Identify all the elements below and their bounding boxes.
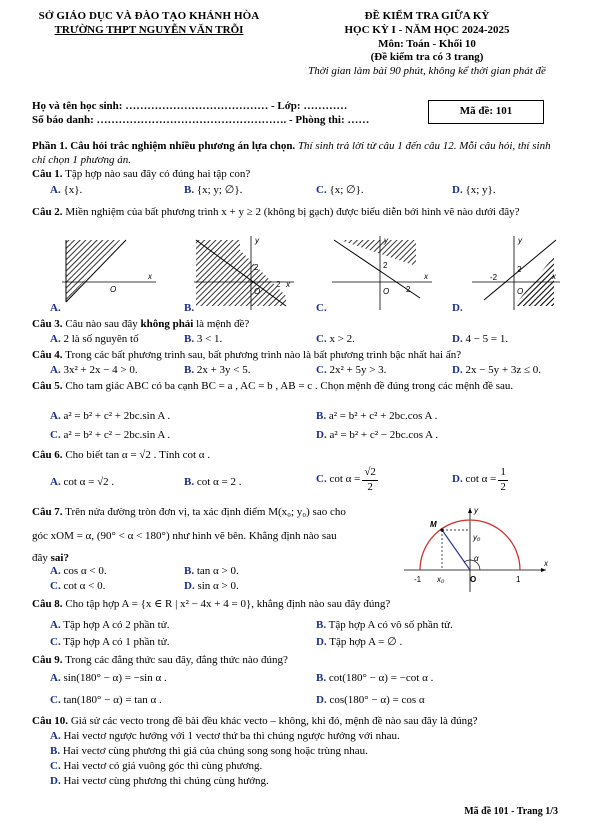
- header-left: [14, 10, 284, 38]
- option-letter: C.: [316, 333, 327, 345]
- option-letter: C.: [316, 184, 327, 196]
- q4-option-d[interactable]: [452, 364, 541, 378]
- question-9: [32, 654, 562, 668]
- axis-y-label: y: [474, 506, 478, 515]
- option-letter: D.: [184, 580, 195, 592]
- q5-option-c[interactable]: [50, 429, 170, 443]
- question-number: Câu 1.: [32, 168, 63, 180]
- option-letter: D.: [452, 473, 463, 486]
- q10-option-d[interactable]: [50, 775, 269, 789]
- question-text: Giả sử các vecto trong đề bài đều khác vecto – không, khi đó, mệnh đề nào sau đây là đúng?: [68, 715, 478, 727]
- option-letter: B.: [316, 672, 327, 684]
- option-letter: A.: [50, 364, 61, 376]
- student-id-line: Số báo danh: ……………………………………………. - Phòng thi: ……: [32, 113, 370, 126]
- question-text: Tập hợp nào sau đây có đúng hai tập con?: [62, 168, 251, 180]
- fraction-denominator: 2: [500, 480, 506, 493]
- q8-option-c[interactable]: [50, 636, 169, 650]
- question-text: góc xOM = α, (90° < α < 180°) như hình vẽ bên. Khẳng định nào sau: [32, 529, 337, 542]
- option-letter: A.: [50, 565, 61, 577]
- q7-option-b[interactable]: [184, 565, 239, 579]
- option-letter: C.: [50, 429, 61, 441]
- option-text: sin(180° − α) = −sin α .: [63, 672, 167, 684]
- q7-option-a[interactable]: [50, 565, 107, 579]
- q9-option-c[interactable]: [50, 694, 162, 708]
- graph-b[interactable]: [194, 236, 294, 310]
- axis-y-label: y: [384, 236, 388, 245]
- option-letter: A.: [50, 184, 61, 196]
- page-footer: Mã đề 101 - Trang 1/3: [464, 806, 558, 817]
- exam-term: HỌC KỲ I - NĂM HỌC 2024-2025: [344, 23, 510, 36]
- option-letter: B.: [184, 302, 195, 314]
- question-text: Miền nghiệm của bất phương trình x + y ≥ 2 (không bị gạch) được biểu diễn bởi hình vẽ nào dưới đây?: [62, 206, 520, 218]
- q2-graphs: [44, 236, 564, 316]
- q3-option-a[interactable]: [50, 333, 139, 347]
- tick-label: -2: [490, 273, 498, 282]
- option-text: cot α =: [465, 473, 497, 486]
- question-3: [32, 318, 562, 332]
- option-letter: C.: [316, 302, 327, 314]
- option-text: cot(180° − α) = −cot α .: [328, 672, 434, 684]
- q4-option-c[interactable]: [316, 364, 386, 378]
- exam-time: Thời gian làm bài 90 phút, không kể thời gian phát đề: [308, 65, 546, 77]
- option-letter: C.: [316, 473, 327, 486]
- question-number: Câu 6.: [32, 449, 63, 461]
- option-text: 2 là số nguyên tố: [63, 333, 139, 345]
- x0-label: x₀: [437, 575, 445, 584]
- exam-title: ĐỀ KIỂM TRA GIỮA KỲ: [364, 10, 490, 22]
- option-text: a² = b² + c² − 2bc.sin A .: [63, 429, 171, 441]
- option-letter: C.: [50, 580, 61, 592]
- question-number: Câu 9.: [32, 654, 63, 666]
- question-number: Câu 4.: [32, 349, 63, 361]
- q9-option-b[interactable]: [316, 672, 433, 686]
- q7-option-d[interactable]: [184, 580, 239, 594]
- q3-option-d[interactable]: [452, 333, 508, 347]
- section-1-title: Phần 1. Câu hỏi trắc nghiệm nhiều phương án lựa chọn.: [32, 140, 296, 152]
- option-letter: A.: [50, 672, 61, 684]
- question-text: Cho tập hợp A = {x ∈ R | x² − 4x + 4 = 0}, khẳng định nào sau đây đúng?: [62, 598, 391, 610]
- option-letter: D.: [50, 775, 61, 787]
- option-letter: A.: [50, 619, 61, 631]
- q5-option-b[interactable]: [316, 410, 437, 424]
- option-letter: D.: [452, 333, 463, 345]
- question-text: Trong các đẳng thức sau đây, đẳng thức nào đúng?: [62, 654, 288, 666]
- option-text: {x; y; ∅}.: [196, 184, 243, 196]
- option-text: 3 < 1.: [196, 333, 223, 345]
- option-text: Hai vectơ có giá vuông góc thì cùng phương.: [63, 760, 263, 772]
- question-text: Câu nào sau đây: [62, 318, 141, 330]
- option-text: 3x² + 2x − 4 > 0.: [63, 364, 138, 376]
- option-letter: B.: [184, 333, 195, 345]
- origin-label: O: [110, 285, 117, 294]
- option-letter: B.: [184, 184, 195, 196]
- option-text: {x; y}.: [465, 184, 496, 196]
- q2-option-a[interactable]: [50, 302, 61, 316]
- question-4: [32, 349, 562, 363]
- tick-label: 2: [406, 285, 411, 294]
- option-text: 2x + 3y < 5.: [196, 364, 251, 376]
- question-number: Câu 5.: [32, 380, 63, 392]
- option-letter: D.: [452, 184, 463, 196]
- question-2: [32, 206, 562, 220]
- q2-option-b[interactable]: [184, 302, 194, 316]
- axis-x-label: x: [544, 559, 548, 568]
- q6-option-c[interactable]: [316, 466, 378, 495]
- option-text: Tập hợp A = ∅ .: [329, 636, 403, 648]
- q10-option-c[interactable]: [50, 760, 262, 774]
- axis-y-label: y: [518, 236, 522, 245]
- q1-option-a[interactable]: [50, 184, 82, 198]
- question-number: Câu 2.: [32, 206, 63, 218]
- exam-code-box: [428, 100, 544, 124]
- option-letter: B.: [316, 619, 327, 631]
- fraction-denominator: 2: [367, 480, 373, 493]
- graph-c[interactable]: [332, 236, 432, 310]
- graph-a[interactable]: [62, 240, 156, 302]
- origin-label: O: [517, 287, 524, 296]
- question-5: [32, 380, 562, 394]
- question-6: [32, 449, 562, 463]
- option-letter: D.: [452, 302, 463, 314]
- q4-option-a[interactable]: [50, 364, 138, 378]
- question-1: [32, 168, 562, 182]
- fraction-numerator: 1: [498, 466, 508, 481]
- question-7: [32, 506, 392, 565]
- option-letter: A.: [50, 333, 61, 345]
- question-number: Câu 10.: [32, 715, 69, 727]
- option-letter: A.: [50, 476, 61, 488]
- option-text: 2x² + 5y > 3.: [329, 364, 387, 376]
- section-1-instructions: Thí sinh trả lời từ câu 1 đến câu 12. Mỗi câu hỏi, thí sinh chỉ chọn 1 phương án.: [32, 140, 551, 166]
- option-text: {x}.: [63, 184, 83, 196]
- tick-label: 2: [517, 265, 522, 274]
- q3-option-b[interactable]: [184, 333, 222, 347]
- option-letter: D.: [316, 636, 327, 648]
- tick-label: 2: [276, 280, 281, 289]
- question-number: Câu 7.: [32, 506, 63, 518]
- fraction: [362, 466, 378, 495]
- q5-option-d[interactable]: [316, 429, 438, 443]
- question-text: là mệnh đề?: [193, 318, 250, 330]
- option-text: a² = b² + c² − 2bc.cos A .: [329, 429, 438, 441]
- q4-option-b[interactable]: [184, 364, 251, 378]
- q8-option-d[interactable]: [316, 636, 402, 650]
- option-text: Tập hợp A có 2 phần tử.: [63, 619, 170, 631]
- question-emphasis: không phải: [140, 318, 194, 330]
- option-letter: B.: [184, 364, 195, 376]
- q6-option-a[interactable]: [50, 476, 114, 490]
- option-letter: D.: [316, 429, 327, 441]
- tick-label: 1: [516, 575, 521, 584]
- tick-label: 2: [254, 263, 259, 272]
- q1-option-d[interactable]: [452, 184, 496, 198]
- exam-subject: Môn: Toán - Khối 10: [378, 37, 476, 50]
- option-letter: C.: [316, 364, 327, 376]
- option-text: tan α > 0.: [196, 565, 239, 577]
- option-text: sin α > 0.: [197, 580, 239, 592]
- option-letter: D.: [316, 694, 327, 706]
- option-text: Tập hợp A có 1 phần tử.: [63, 636, 170, 648]
- option-text: 2x − 5y + 3z ≤ 0.: [465, 364, 542, 376]
- exam-pages: (Đề kiểm tra có 3 trang): [370, 51, 484, 64]
- exam-code: Mã đề: 101: [459, 105, 513, 118]
- q1-option-c[interactable]: [316, 184, 364, 198]
- question-10: [32, 715, 562, 729]
- option-text: a² = b² + c² + 2bc.sin A .: [63, 410, 171, 422]
- question-text: Cho tam giác ABC có ba cạnh BC = a , AC = b , AB = c . Chọn mệnh đề đúng trong các mệnh đề sau.: [62, 380, 514, 392]
- q2-option-c[interactable]: [316, 302, 327, 316]
- option-letter: B.: [316, 410, 327, 422]
- option-letter: A.: [50, 302, 61, 314]
- option-text: cos(180° − α) = cos α: [329, 694, 425, 706]
- option-text: 4 − 5 = 1.: [465, 333, 509, 345]
- question-text: Cho biết tan α = √2 . Tính cot α .: [62, 449, 211, 461]
- school-name: TRƯỜNG THPT NGUYỄN VĂN TRỖI: [54, 23, 244, 36]
- q6-option-b[interactable]: [184, 476, 242, 490]
- option-text: Hai vectơ ngược hướng với 1 vectơ thứ ba thì chúng ngược hướng với nhau.: [63, 730, 400, 742]
- question-text: Trên nửa đường tròn đơn vị, ta xác định điểm M(x₀; y₀) sao cho: [62, 506, 346, 518]
- alpha-label: α: [474, 554, 479, 563]
- q6-option-d[interactable]: [452, 466, 508, 495]
- option-text: {x; ∅}.: [329, 184, 364, 196]
- origin-label: O: [470, 575, 477, 584]
- option-text: cot α < 0.: [63, 580, 106, 592]
- student-info: [32, 100, 369, 128]
- q7-option-c[interactable]: [50, 580, 105, 594]
- option-letter: B.: [184, 476, 195, 488]
- axis-y-label: y: [255, 236, 259, 245]
- option-text: cot α =: [329, 473, 361, 486]
- question-emphasis: sai?: [50, 551, 69, 564]
- student-name-line: Họ và tên học sinh: ………………………………… - Lớp: …………: [32, 100, 348, 112]
- option-text: Hai vectơ cùng phương thì giá của chúng song song hoặc trùng nhau.: [62, 745, 368, 757]
- option-text: Hai vectơ cùng phương thì chúng cùng hướng.: [63, 775, 269, 787]
- origin-label: O: [383, 287, 390, 296]
- tick-label: 2: [383, 261, 388, 270]
- option-text: Tập hợp A có vô số phần tử.: [328, 619, 453, 631]
- q8-option-b[interactable]: [316, 619, 453, 633]
- q9-option-d[interactable]: [316, 694, 425, 708]
- question-text: đây: [32, 551, 51, 564]
- header-right: [278, 10, 576, 79]
- q10-option-a[interactable]: [50, 730, 400, 744]
- option-letter: C.: [50, 694, 61, 706]
- question-8: [32, 598, 562, 612]
- option-text: tan(180° − α) = tan α .: [63, 694, 162, 706]
- department-name: SỞ GIÁO DỤC VÀ ĐÀO TẠO KHÁNH HÒA: [38, 10, 260, 22]
- q3-option-c[interactable]: [316, 333, 355, 347]
- q1-option-b[interactable]: [184, 184, 242, 198]
- axis-x-label: x: [148, 272, 152, 281]
- option-letter: A.: [50, 410, 61, 422]
- question-text: Trong các bất phương trình sau, bất phương trình nào là bất phương trình bậc nhất hai ẩn?: [62, 349, 462, 361]
- option-letter: C.: [50, 636, 61, 648]
- q2-option-d[interactable]: [452, 302, 463, 316]
- option-text: cot α = √2 .: [63, 476, 115, 488]
- axis-x-label: x: [286, 280, 290, 289]
- origin-label: O: [254, 287, 261, 296]
- option-letter: A.: [50, 730, 61, 742]
- q10-option-b[interactable]: [50, 745, 368, 759]
- question-number: Câu 3.: [32, 318, 63, 330]
- option-letter: B.: [50, 745, 61, 757]
- q9-option-a[interactable]: [50, 672, 167, 686]
- option-letter: C.: [50, 760, 61, 772]
- tick-label: -1: [414, 575, 422, 584]
- option-text: a² = b² + c² + 2bc.cos A .: [328, 410, 438, 422]
- y0-label: y₀: [473, 533, 481, 542]
- axis-x-label: x: [552, 272, 556, 281]
- q5-option-a[interactable]: [50, 410, 170, 424]
- fraction-numerator: √2: [362, 466, 378, 481]
- option-text: x > 2.: [329, 333, 355, 345]
- option-text: cos α < 0.: [63, 565, 107, 577]
- option-text: cot α = 2 .: [196, 476, 242, 488]
- question-number: Câu 8.: [32, 598, 63, 610]
- graph-d[interactable]: [472, 236, 560, 310]
- section-1-heading: [32, 140, 560, 168]
- q8-option-a[interactable]: [50, 619, 169, 633]
- axis-x-label: x: [424, 272, 428, 281]
- unit-semicircle-figure: [400, 504, 550, 594]
- option-letter: D.: [452, 364, 463, 376]
- option-letter: B.: [184, 565, 195, 577]
- point-m-label: M: [430, 520, 437, 529]
- fraction: [498, 466, 508, 495]
